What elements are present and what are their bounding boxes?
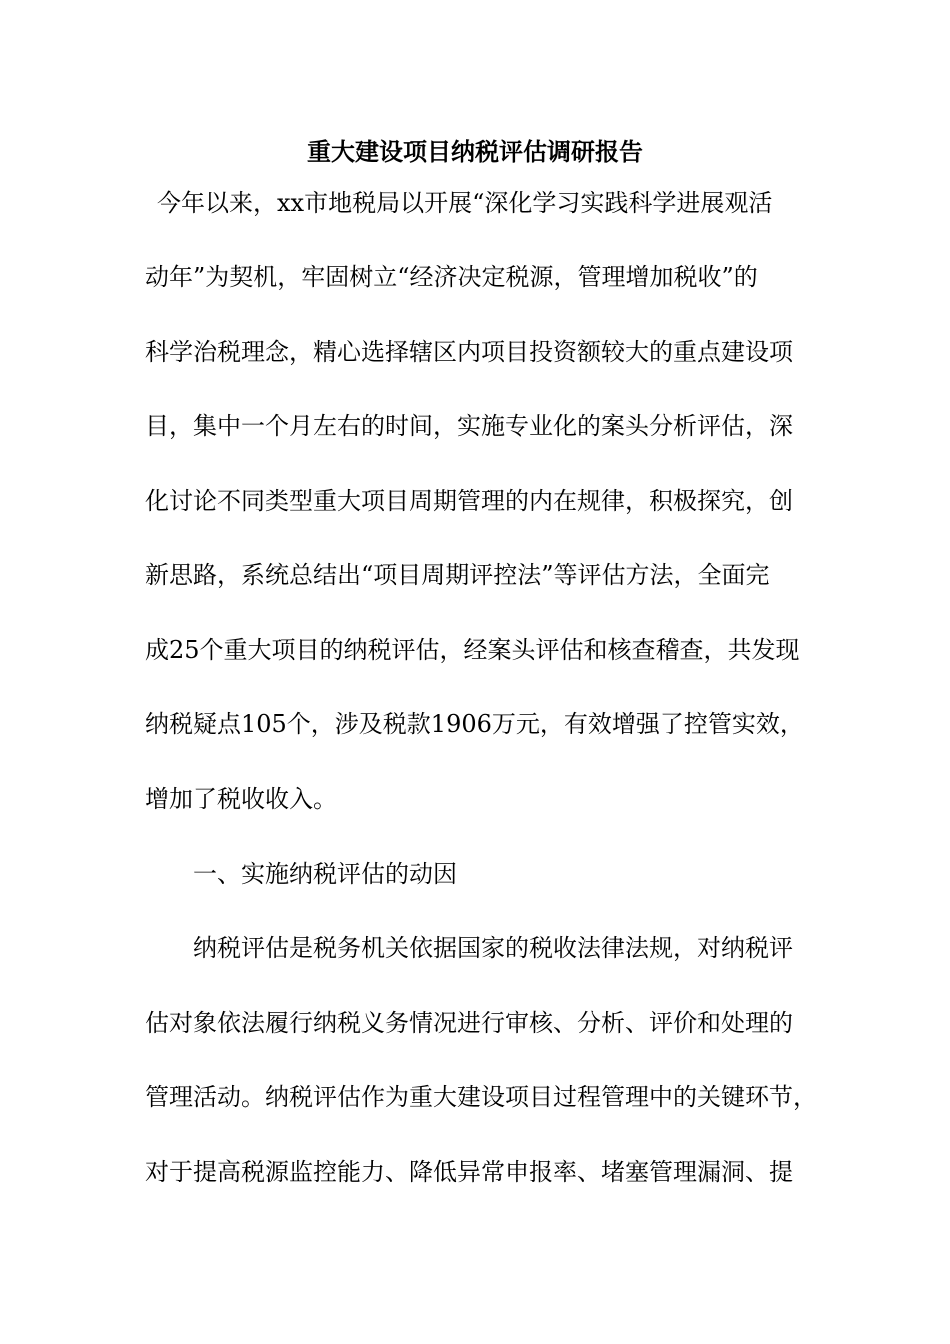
- paragraph-line: 目，集中一个月左右的时间，实施专业化的案头分析评估，深: [145, 412, 793, 440]
- paragraph-line: 成25个重大项目的纳税评估，经案头评估和核查稽查，共发现: [145, 636, 800, 664]
- paragraph-line: 纳税评估是税务机关依据国家的税收法律法规，对纳税评: [193, 934, 793, 962]
- document-title: 重大建设项目纳税评估调研报告: [307, 137, 643, 166]
- paragraph-line: 管理活动。纳税评估作为重大建设项目过程管理中的关键环节，: [145, 1083, 817, 1111]
- paragraph-line: 化讨论不同类型重大项目周期管理的内在规律，积极探究，创: [145, 487, 793, 515]
- paragraph-line: 今年以来，xx市地税局以开展“深化学习实践科学进展观活: [157, 189, 773, 217]
- section-heading: 一、实施纳税评估的动因: [193, 860, 457, 888]
- paragraph-line: 新思路，系统总结出“项目周期评控法”等评估方法，全面完: [145, 561, 770, 589]
- paragraph-line: 对于提高税源监控能力、降低异常申报率、堵塞管理漏洞、提: [145, 1158, 793, 1186]
- paragraph-line: 动年”为契机，牢固树立“经济决定税源，管理增加税收”的: [145, 263, 758, 291]
- paragraph-line: 估对象依法履行纳税义务情况进行审核、分析、评价和处理的: [145, 1009, 793, 1037]
- paragraph-line: 科学治税理念，精心选择辖区内项目投资额较大的重点建设项: [145, 338, 793, 366]
- paragraph-line: 增加了税收收入。: [145, 785, 337, 813]
- paragraph-line: 纳税疑点105个，涉及税款1906万元，有效增强了控管实效，: [145, 710, 804, 738]
